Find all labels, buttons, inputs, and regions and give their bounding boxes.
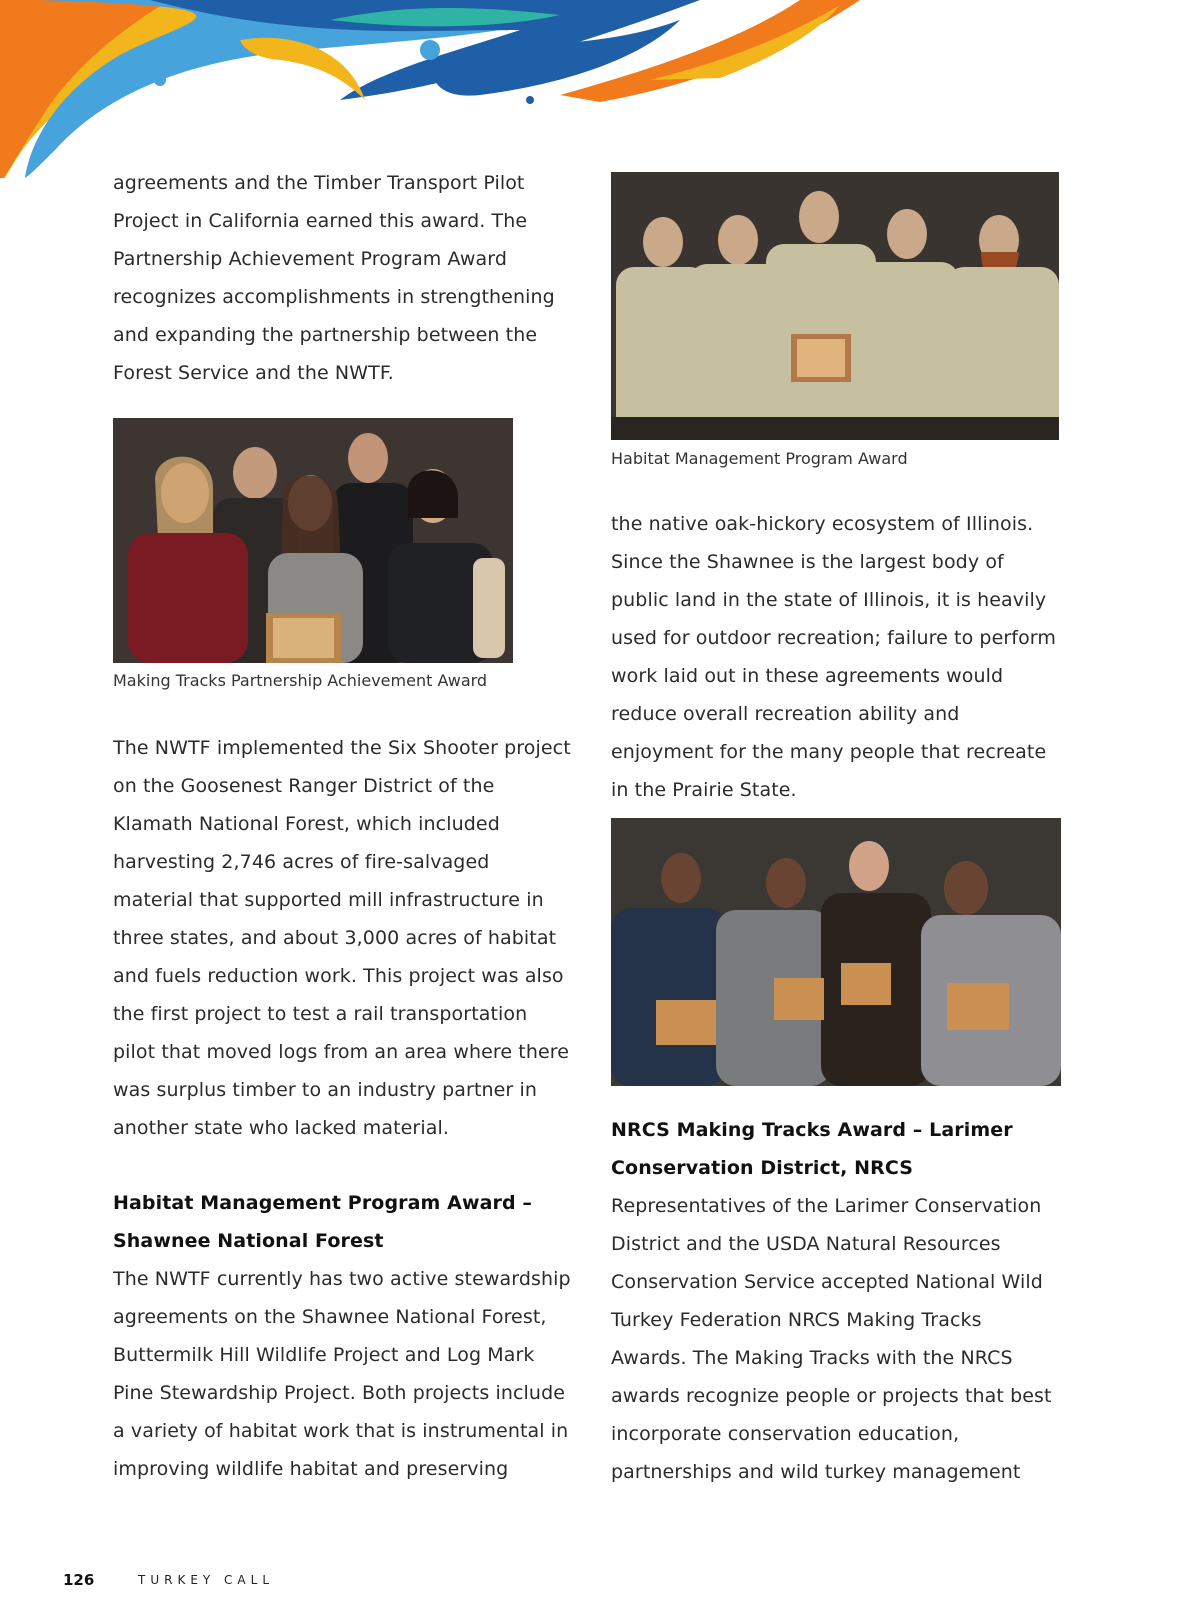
page-number: 126 xyxy=(63,1571,95,1589)
habitat-award-heading: Habitat Management Program Award – Shawnee National Forest xyxy=(113,1192,533,1252)
intro-paragraph: agreements and the Timber Transport Pilot Project in California earned this award. The Partnership Achievement Program Award recognizes accomplishments in strengthening and expanding the partnership between the Forest Service and the NWTF. xyxy=(113,172,555,384)
nrcs-making-tracks-photo xyxy=(611,818,1061,1086)
six-shooter-paragraph: The NWTF implemented the Six Shooter project on the Goosenest Ranger District of the Klamath National Forest, which included harvesting 2,746 acres of fire-salvaged material that supported mill infrastructure in three states, and about 3,000 acres of habitat and fuels reduction work. This project was also the first project to test a rail transportation pilot that moved logs from an area where there was surplus timber to an industry partner in another state who lacked material. xyxy=(113,737,571,1139)
nrcs-award-paragraph: Representatives of the Larimer Conservation District and the USDA Natural Resources Conservation Service accepted National Wild Turkey Federation NRCS Making Tracks Awards. The Making Tracks with the NRCS awards recognize people or projects that best incorporate conservation education, partnerships and wild turkey management xyxy=(611,1195,1052,1483)
nrcs-award-heading: NRCS Making Tracks Award – Larimer Conservation District, NRCS xyxy=(611,1119,1013,1179)
habitat-management-photo xyxy=(611,172,1059,440)
photo-caption-habitat: Habitat Management Program Award xyxy=(611,449,908,468)
making-tracks-partnership-photo xyxy=(113,418,513,663)
oak-hickory-paragraph: the native oak-hickory ecosystem of Illinois. Since the Shawnee is the largest body of public land in the state of Illinois, it is heavily used for outdoor recreation; failure to perform work laid out in these agreements would reduce overall recreation ability and enjoyment for the many people that recreate in the Prairie State. xyxy=(611,513,1056,801)
photo-caption-making-tracks: Making Tracks Partnership Achievement Award xyxy=(113,671,488,690)
paint-splash-header xyxy=(0,0,1200,180)
magazine-title: TURKEY CALL xyxy=(138,1573,275,1587)
habitat-award-paragraph: The NWTF currently has two active stewardship agreements on the Shawnee National Forest, Buttermilk Hill Wildlife Project and Log Mark Pine Stewardship Project. Both projects include a variety of habitat work that is instrumental in improving wildlife habitat and preserving xyxy=(113,1268,571,1480)
